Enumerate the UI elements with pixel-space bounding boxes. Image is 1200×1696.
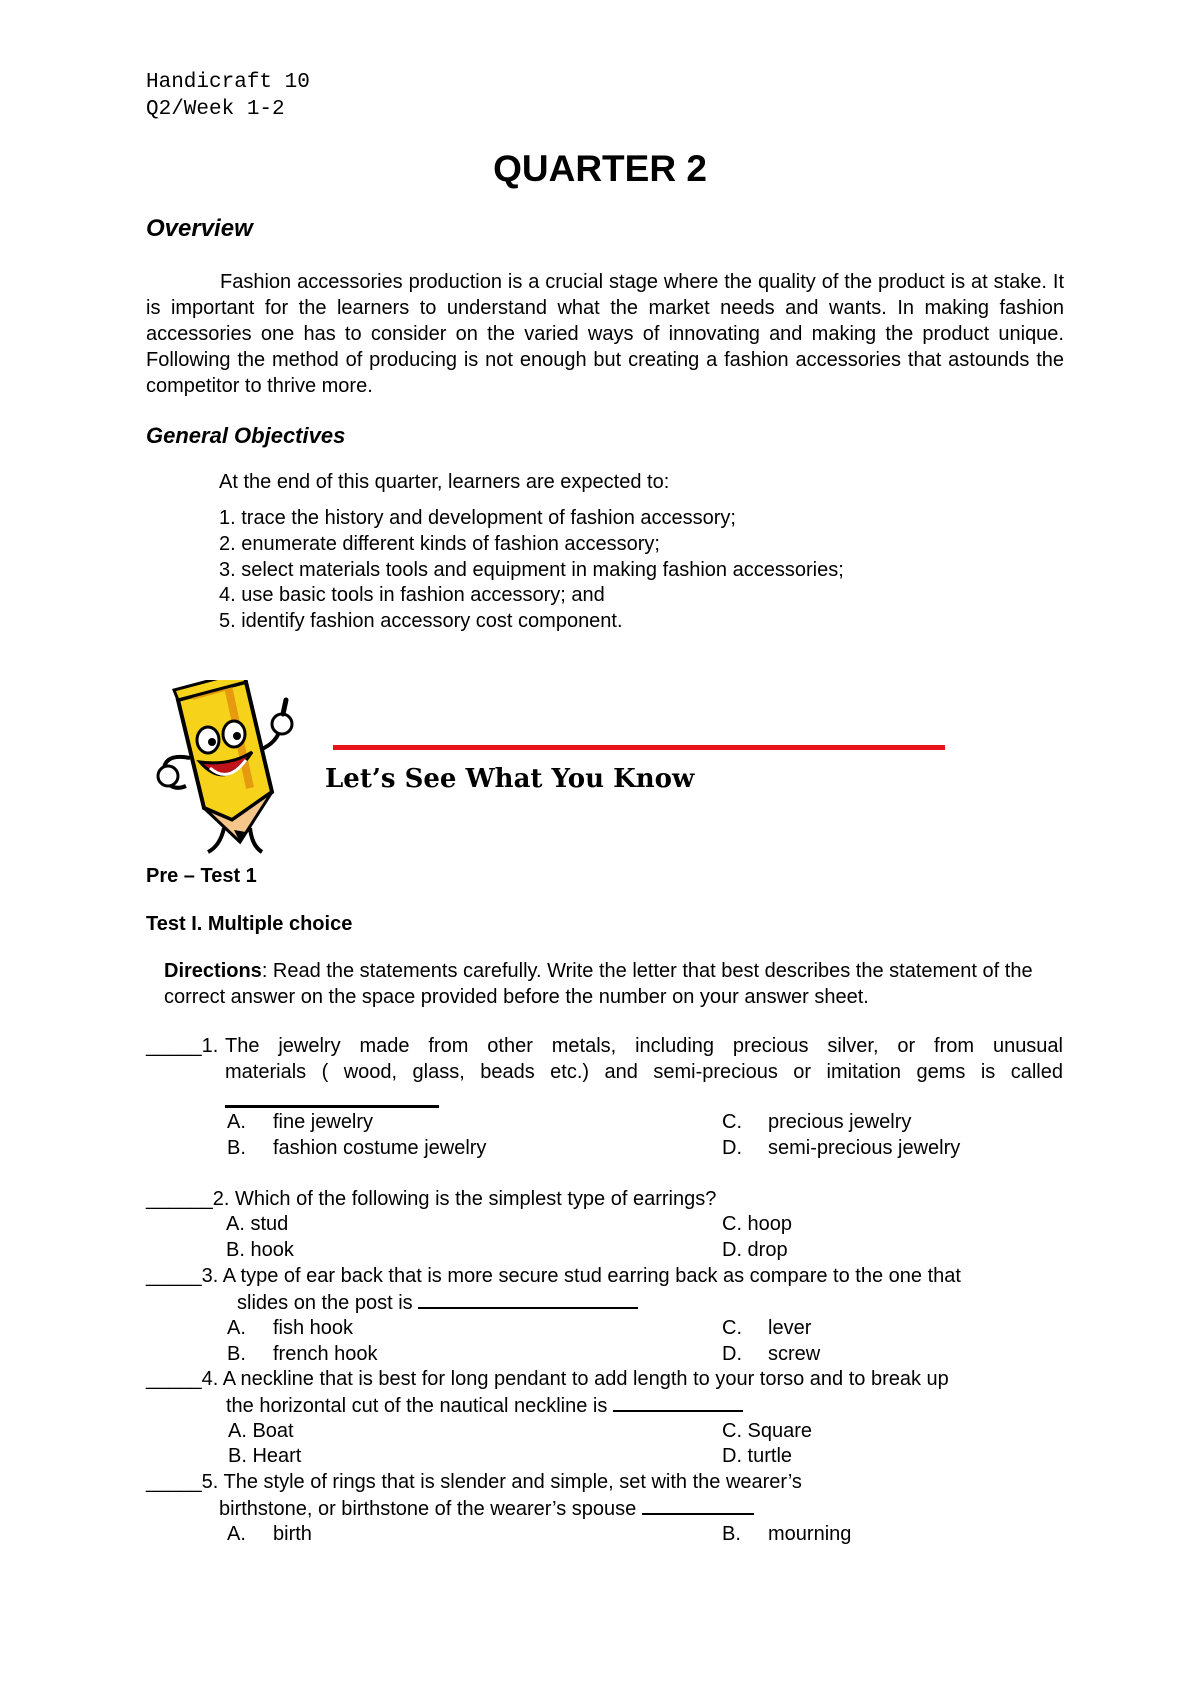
option-d: [722, 1341, 820, 1367]
question-3-line2: [237, 1289, 638, 1316]
pencil-mascot-icon: [150, 680, 300, 858]
option-text: semi-precious jewelry: [768, 1137, 961, 1159]
option-b: B. Heart: [228, 1445, 302, 1467]
option-a: A. stud: [226, 1213, 289, 1235]
option-letter: C.: [722, 1111, 742, 1133]
option-letter: A.: [227, 1111, 246, 1133]
list-item: 3. select materials tools and equipment in making fashion accessories;: [219, 558, 844, 581]
option-text: mourning: [768, 1523, 852, 1545]
question-5-prefix: _____5.: [146, 1471, 219, 1493]
question-4: [146, 1366, 949, 1392]
option-text: birth: [273, 1523, 312, 1545]
option-b: [722, 1521, 851, 1547]
overview-heading: Overview: [146, 215, 253, 242]
list-item: 1. trace the history and development of fashion accessory;: [219, 507, 736, 529]
question-2-prefix: ______2.: [146, 1188, 230, 1210]
option-letter: A.: [227, 1317, 246, 1339]
question-3: [146, 1263, 961, 1289]
option-letter: B.: [227, 1137, 246, 1159]
objectives-list: [219, 506, 844, 635]
test-title: Test I. Multiple choice: [146, 913, 353, 935]
subject-label: Handicraft 10: [146, 71, 310, 94]
list-item: 5. identify fashion accessory cost component.: [219, 610, 623, 633]
option-letter: C.: [722, 1317, 742, 1339]
list-item: 4. use basic tools in fashion accessory; and: [219, 584, 605, 607]
directions-label: Directions: [164, 960, 262, 982]
objectives-intro: At the end of this quarter, learners are expected to:: [219, 471, 670, 493]
option-letter: B.: [722, 1523, 741, 1545]
overview-paragraph: [146, 269, 1064, 399]
option-b: [227, 1341, 378, 1367]
answer-blank: [225, 1105, 439, 1108]
list-item: 2. enumerate different kinds of fashion accessory;: [219, 532, 660, 555]
option-text: fish hook: [273, 1317, 354, 1339]
option-text: french hook: [273, 1343, 378, 1365]
directions-text: : Read the statements carefully. Write the letter that best describes the statement of the correct answer on the space provided before the number on your answer sheet.: [164, 960, 1033, 1008]
answer-blank: [642, 1495, 754, 1515]
overview-text: Fashion accessories production is a crucial stage where the quality of the product is at stake. It is important for the learners to understand what the market needs and wants. In making fashion accessories one has to consider on the varied ways of innovating and making the product unique. Following the method of producing is not enough but creating a fashion accessories that astounds the competitor to thrive more.: [146, 271, 1064, 397]
option-letter: D.: [722, 1343, 742, 1365]
option-letter: A.: [227, 1523, 246, 1545]
option-text: lever: [768, 1317, 812, 1339]
option-letter: B.: [227, 1343, 246, 1365]
option-d: D. drop: [722, 1239, 788, 1261]
question-2-text: Which of the following is the simplest type of earrings?: [234, 1188, 717, 1210]
option-d: [722, 1135, 960, 1161]
option-text: fashion costume jewelry: [273, 1137, 487, 1159]
option-c: C. hoop: [722, 1213, 793, 1235]
week-label: Q2/Week 1-2: [146, 98, 285, 121]
question-5-line1: The style of rings that is slender and simple, set with the wearer’s: [223, 1471, 802, 1493]
page-title: QUARTER 2: [493, 148, 707, 189]
option-a: [227, 1315, 353, 1341]
question-3-line1: A type of ear back that is more secure stud earring back as compare to the one that: [222, 1265, 961, 1287]
question-1-prefix: _____1.: [146, 1035, 219, 1057]
option-letter: D.: [722, 1137, 742, 1159]
question-4-line1: A neckline that is best for long pendant to add length to your torso and to break up: [222, 1368, 949, 1390]
question-5: [146, 1469, 802, 1495]
option-b: [227, 1135, 486, 1161]
question-4-prefix: _____4.: [146, 1368, 219, 1390]
answer-blank: [418, 1289, 638, 1309]
question-5-line2-text: birthstone, or birthstone of the wearer’s spouse: [219, 1498, 637, 1520]
option-a: [227, 1109, 373, 1135]
objectives-heading: General Objectives: [146, 423, 346, 448]
question-3-line2-text: slides on the post is: [237, 1292, 413, 1314]
option-b: B. hook: [226, 1239, 294, 1261]
section-heading: Let’s See What You Know: [325, 764, 695, 794]
answer-blank: [613, 1392, 743, 1412]
option-d: D. turtle: [722, 1445, 793, 1467]
question-4-line2-text: the horizontal cut of the nautical neckline is: [226, 1395, 608, 1417]
option-text: precious jewelry: [768, 1111, 912, 1133]
question-4-line2: [226, 1392, 743, 1419]
question-5-line2: [219, 1495, 754, 1522]
directions: [164, 958, 1062, 1010]
section-divider: [333, 745, 945, 750]
pretest-title: Pre – Test 1: [146, 865, 257, 887]
question-2: [146, 1186, 716, 1212]
option-a: A. Boat: [228, 1420, 294, 1442]
question-1-line1: The jewelry made from other metals, including precious silver, or from unusual: [225, 1035, 1063, 1057]
option-c: [722, 1315, 811, 1341]
option-a: [227, 1521, 312, 1547]
option-c: [722, 1109, 911, 1135]
option-text: screw: [768, 1343, 821, 1365]
question-3-prefix: _____3.: [146, 1265, 219, 1287]
option-c: C. Square: [722, 1420, 813, 1442]
question-1-line2: materials ( wood, glass, beads etc.) and semi-precious or imitation gems is called: [225, 1061, 1063, 1083]
option-text: fine jewelry: [273, 1111, 374, 1133]
